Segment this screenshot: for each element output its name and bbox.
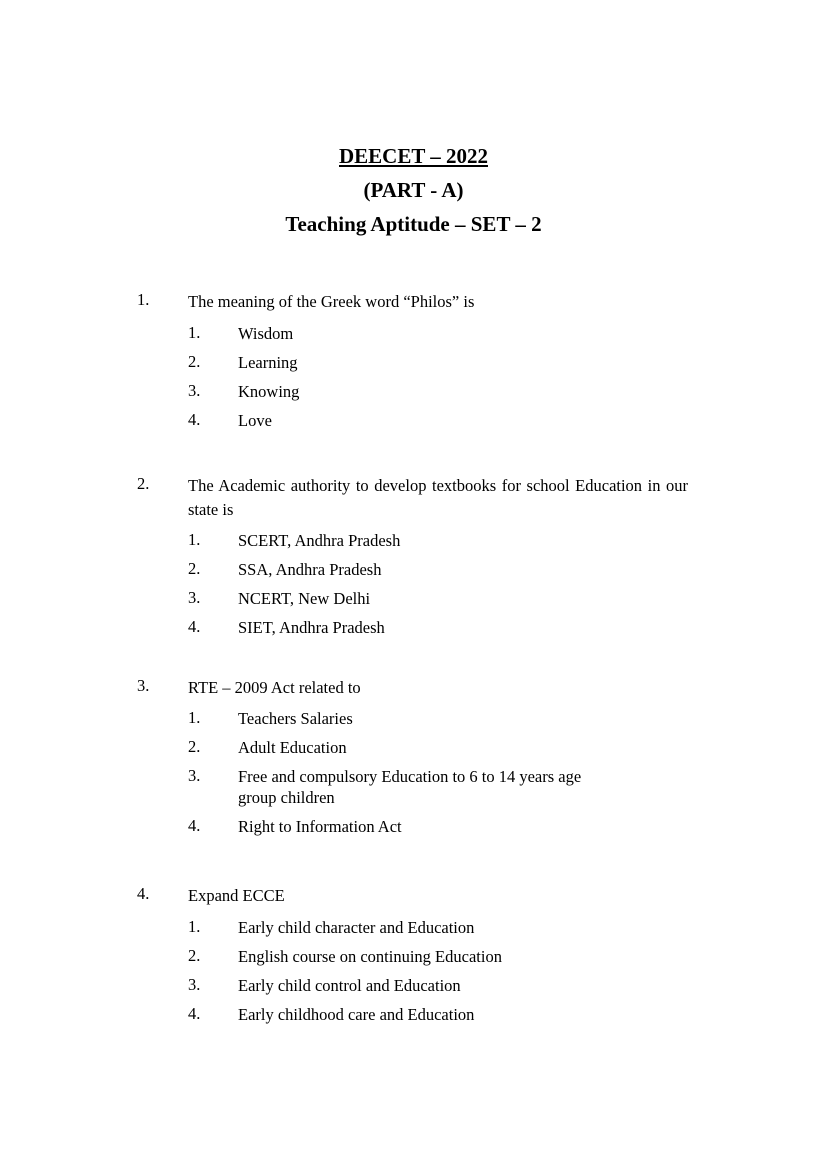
option-number: 2. <box>188 559 201 578</box>
option-number: 3. <box>188 766 201 785</box>
option-text: English course on continuing Education <box>238 947 502 966</box>
option-text: Teachers Salaries <box>238 709 353 728</box>
option-text: Love <box>238 411 272 430</box>
question-text: Expand ECCE <box>188 886 285 905</box>
option-text: Free and compulsory Education to 6 to 14 years age group children <box>238 767 582 807</box>
option-text: Early childhood care and Education <box>238 1005 475 1024</box>
option-number: 4. <box>188 617 201 636</box>
question-number: 2. <box>137 474 150 493</box>
question-text: The meaning of the Greek word “Philos” is <box>188 292 475 311</box>
option-number: 2. <box>188 737 201 756</box>
exam-part: (PART - A) <box>363 178 464 202</box>
option-number: 1. <box>188 323 201 342</box>
option-text: SSA, Andhra Pradesh <box>238 560 382 579</box>
option-text: Early child character and Education <box>238 918 475 937</box>
option-text: Early child control and Education <box>238 976 461 995</box>
option-text: Adult Education <box>238 738 347 757</box>
exam-title: DEECET – 2022 <box>339 144 488 168</box>
option-number: 2. <box>188 352 201 371</box>
option-text: Wisdom <box>238 324 294 343</box>
option-text: SCERT, Andhra Pradesh <box>238 531 401 550</box>
question-text: RTE – 2009 Act related to <box>188 678 361 697</box>
option-number: 2. <box>188 946 201 965</box>
option-number: 4. <box>188 410 201 429</box>
exam-subtitle: Teaching Aptitude – SET – 2 <box>285 212 542 236</box>
option-text: Knowing <box>238 382 300 401</box>
option-text: Right to Information Act <box>238 817 402 836</box>
option-number: 4. <box>188 1004 201 1023</box>
option-number: 3. <box>188 381 201 400</box>
option-number: 4. <box>188 816 201 835</box>
option-number: 1. <box>188 708 201 727</box>
question-text: The Academic authority to develop textbooks for school Education in our state is <box>188 476 688 519</box>
option-number: 3. <box>188 975 201 994</box>
question-number: 4. <box>137 884 150 903</box>
option-text: SIET, Andhra Pradesh <box>238 618 385 637</box>
option-text: Learning <box>238 353 298 372</box>
question-number: 3. <box>137 676 150 695</box>
option-number: 1. <box>188 530 201 549</box>
option-number: 1. <box>188 917 201 936</box>
option-text: NCERT, New Delhi <box>238 589 371 608</box>
option-number: 3. <box>188 588 201 607</box>
question-number: 1. <box>137 290 150 309</box>
